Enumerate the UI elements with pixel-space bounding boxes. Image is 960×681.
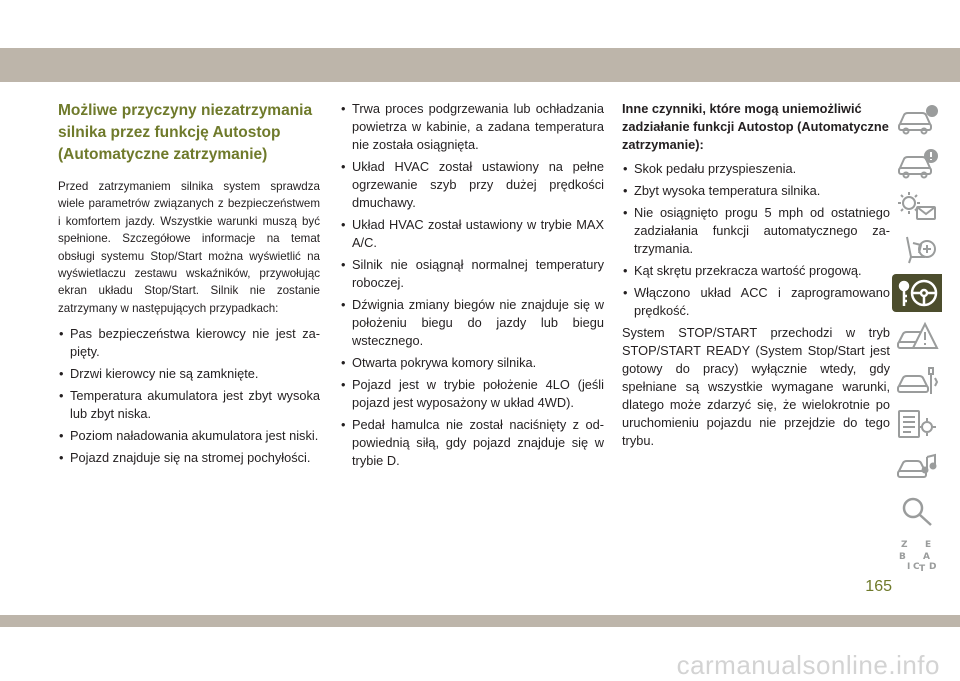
- list-item: • Drzwi kierowcy nie są zamknięte.: [58, 365, 320, 383]
- svg-text:A: A: [923, 551, 930, 562]
- condition-list-2: [340, 100, 604, 470]
- tab-starting-operating[interactable]: [892, 274, 942, 312]
- list-item: • Zbyt wysoka temperatura silnika.: [622, 182, 890, 200]
- list-item: • Pedał hamulca nie został naciśnięty z odpowiednią siłą, gdy pojazd znajduje się w trybie D.: [340, 416, 604, 470]
- list-item: • Poziom naładowania akumulatora jest niski.: [58, 427, 320, 445]
- seat-airbag-icon: [895, 233, 939, 267]
- condition-list-3: [622, 160, 890, 320]
- specs-gear-icon: [895, 407, 939, 441]
- list-item: • Włączono układ ACC i zaprogramowano prędkość.: [622, 284, 890, 320]
- car-tools-icon: [895, 364, 939, 398]
- svg-text:D: D: [929, 561, 937, 572]
- tab-car-info[interactable]: [892, 100, 942, 138]
- chapter-tabs: [892, 100, 942, 580]
- list-item: • Dźwignia zmiany biegów nie znajduje się w położeniu biegu do jazdy lub biegu wstecznego.: [340, 296, 604, 350]
- hazard-triangle-icon: [895, 320, 939, 354]
- list-item: • Nie osiągnięto progu 5 mph od ostatniego zadziałania funkcji automatycznego zatrzymania.: [622, 204, 890, 258]
- svg-text:E: E: [925, 539, 932, 550]
- tab-car-tools[interactable]: [892, 362, 942, 400]
- svg-text:Z: Z: [901, 539, 908, 550]
- key-steering-wheel-icon: [895, 276, 939, 310]
- tab-hazard[interactable]: [892, 318, 942, 356]
- stop-start-paragraph: System STOP/START przechodzi w tryb STOP/START READY (System Stop/Start jest gotowy do pracy) wyłącznie wtedy, gdy spełniane są wszystkie wymagane warunki, dlatego może zdarzyć się, że wielokrotnie po uruchomieniu pojazdu nie przejdzie do tego trybu.: [622, 325, 890, 448]
- list-item: • Pojazd znajduje się na stromej pochyłości.: [58, 449, 320, 467]
- watermark: carmanualsonline.info: [676, 650, 940, 680]
- bottom-band: [0, 615, 960, 627]
- column-left: [58, 100, 320, 471]
- car-warning-icon: [895, 146, 939, 180]
- light-message-icon: [895, 189, 939, 223]
- condition-list-1: [58, 325, 320, 467]
- intro-paragraph: Przed zatrzymaniem silnika system sprawdza wiele parametrów związanych z bezpieczeństwem i komfortem jazdy. Wszystkie warunki muszą być spełnione. Szczegółowe informacje na temat obsługi systemu Stop/Start można wyświetlić na wyświetlaczu zestawu wskaźników, przywołując ekran układu Stop/Start. Silnik nie zostanie zatrzymany w następujących przypadkach:: [58, 180, 320, 315]
- svg-text:T: T: [919, 563, 926, 572]
- tab-light-message[interactable]: [892, 187, 942, 225]
- column-right: [622, 100, 890, 450]
- car-info-icon: [895, 102, 939, 136]
- svg-text:C: C: [913, 561, 920, 572]
- tab-seat-airbag[interactable]: [892, 231, 942, 269]
- list-item: • Pas bezpieczeństwa kierowcy nie jest zapięty.: [58, 325, 320, 361]
- svg-text:B: B: [899, 551, 906, 562]
- list-item: • Pojazd jest w trybie położenie 4LO (jeśli pojazd jest wyposażony w układ 4WD).: [340, 376, 604, 412]
- list-item: • Otwarta pokrywa komory silnika.: [340, 354, 604, 372]
- list-item: • Temperatura akumulatora jest zbyt wysoka lub zbyt niska.: [58, 387, 320, 423]
- list-item: • Trwa proces podgrzewania lub ochładzania powietrza w kabinie, a zadana temperatura nie została osiągnięta.: [340, 100, 604, 154]
- section-heading: Możliwe przyczyny niezatrzymania silnika przez funkcję Autostop (Automatyczne zatrzymanie): [58, 102, 313, 163]
- tab-multimedia[interactable]: [892, 449, 942, 487]
- list-item: • Układ HVAC został ustawiony na pełne ogrzewanie szyb przy dużej prędkości dmuchawy.: [340, 158, 604, 212]
- search-icon: [895, 494, 939, 528]
- list-item: • Silnik nie osiągnął normalnej temperatury roboczej.: [340, 256, 604, 292]
- svg-text:I: I: [907, 561, 911, 572]
- list-item: • Kąt skrętu przekracza wartość progową.: [622, 262, 890, 280]
- alphabet-index-icon: [895, 538, 939, 572]
- multimedia-icon: [895, 451, 939, 485]
- tab-specs[interactable]: [892, 405, 942, 443]
- list-item: • Skok pedału przyspieszenia.: [622, 160, 890, 178]
- list-item: • Układ HVAC został ustawiony w trybie MAX A/C.: [340, 216, 604, 252]
- tab-search[interactable]: [892, 492, 942, 530]
- tab-car-warning[interactable]: [892, 144, 942, 182]
- page-number: 165: [865, 578, 892, 595]
- top-band: [0, 48, 960, 82]
- column-middle: [340, 100, 604, 474]
- tab-index[interactable]: [892, 536, 942, 574]
- other-factors-heading: Inne czynniki, które mogą uniemożliwić zadziałanie funkcji Autostop (Automatyczne zatrzymanie):: [622, 101, 889, 152]
